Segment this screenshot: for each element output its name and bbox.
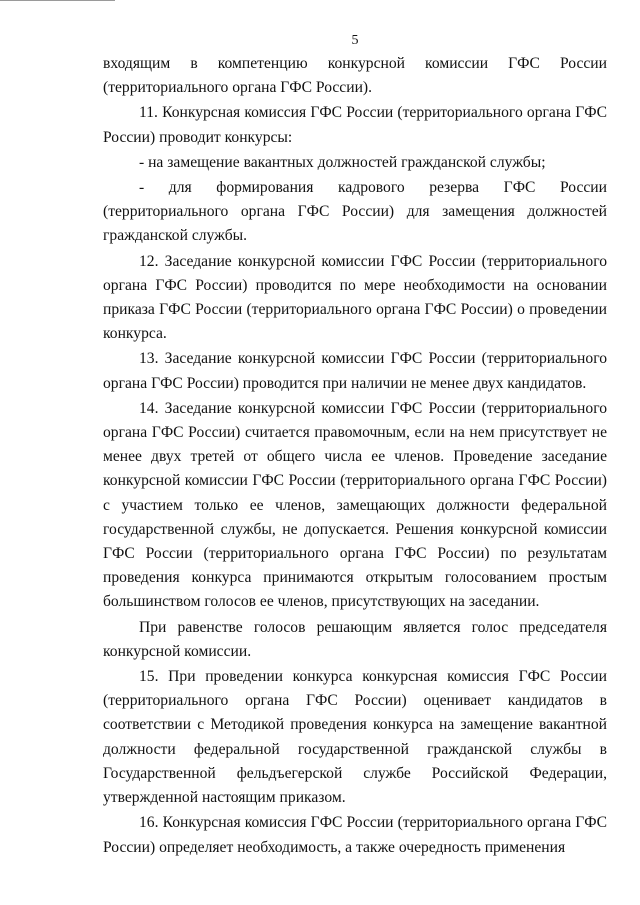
paragraph-12: 12. Заседание конкурсной комиссии ГФС России (территориального органа ГФС России) проводится по мере необходимости на основании приказа ГФС России (территориального органа ГФС России) о проведении конкурса. xyxy=(103,252,607,343)
document-body xyxy=(103,52,607,860)
page-number: 5 xyxy=(351,33,359,48)
paragraph-11-item-2: - для формирования кадрового резерва ГФС России (территориального органа ГФС России) для замещения должностей гражданской службы. xyxy=(103,179,607,245)
paragraph-11: 11. Конкурсная комиссия ГФС России (территориального органа ГФС России) проводит конкурсы: xyxy=(103,104,607,146)
paragraph-14: 14. Заседание конкурсной комиссии ГФС России (территориального органа ГФС России) считается правомочным, если на нем присутствует не менее двух третей от общего числа ее членов. Проведение заседание конкурсной комиссии ГФС России (территориального органа ГФС России) с участием только ее членов, замещающих должности федеральной государственной службы, не допускается. Решения конкурсной комиссии ГФС России (территориального органа ГФС России) по результатам проведения конкурса принимаются открытым голосованием простым большинством голосов ее членов, присутствующих на заседании. xyxy=(103,399,607,611)
paragraph-15: 15. При проведении конкурса конкурсная комиссия ГФС России (территориального органа ГФС России) оценивает кандидатов в соответствии с Методикой проведения конкурса на замещение вакантной должности федеральной государственной гражданской службы в Государственной фельдъегерской службе Российской Федерации, утвержденной настоящим приказом. xyxy=(103,668,607,807)
scan-edge-line xyxy=(0,0,115,1)
paragraph-16: 16. Конкурсная комиссия ГФС России (территориального органа ГФС России) определяет необходимость, а также очередность применения xyxy=(103,814,607,856)
paragraph-13: 13. Заседание конкурсной комиссии ГФС России (территориального органа ГФС России) проводится при наличии не менее двух кандидатов. xyxy=(103,350,607,392)
paragraph-14-tie: При равенстве голосов решающим является голос председателя конкурсной комиссии. xyxy=(103,618,607,660)
paragraph-continuation: входящим в компетенцию конкурсной комиссии ГФС России (территориального органа ГФС России). xyxy=(103,55,607,97)
paragraph-11-item-1: - на замещение вакантных должностей гражданской службы; xyxy=(139,153,546,171)
